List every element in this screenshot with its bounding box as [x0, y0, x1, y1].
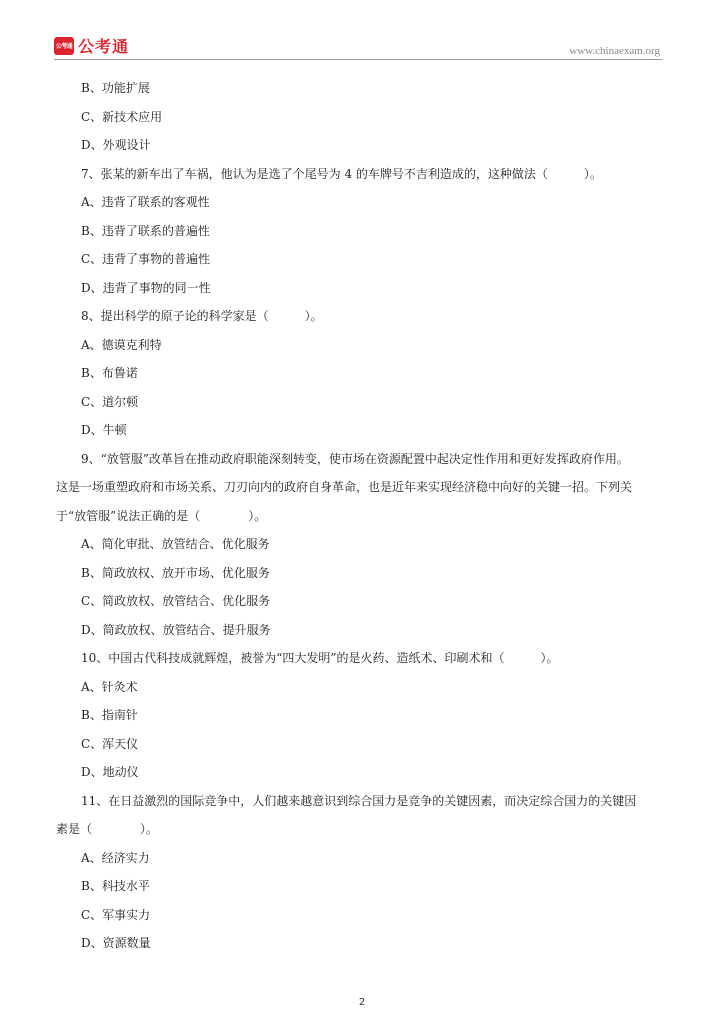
answer-option: D、地动仪	[81, 765, 139, 779]
question-text: 11、在日益激烈的国际竞争中，人们越来越意识到综合国力是竞争的关键因素，而决定综合国力的关键因	[81, 793, 637, 808]
question-text: 10、中国古代科技成就辉煌，被誉为“四大发明”的是火药、造纸术、印刷术和（ ）。	[81, 651, 559, 665]
page-header	[0, 0, 724, 60]
answer-option: C、道尔顿	[81, 394, 139, 409]
answer-option: D、简政放权、放管结合、提升服务	[81, 622, 271, 637]
answer-option: C、军事实力	[81, 907, 151, 922]
answer-option: D、违背了事物的同一性	[81, 280, 211, 295]
answer-option: B、简政放权、放开市场、优化服务	[81, 565, 270, 580]
page-number: 2	[358, 997, 366, 1008]
logo-mark-icon: 公考通	[54, 37, 74, 55]
logo	[54, 34, 129, 57]
answer-option: C、简政放权、放管结合、优化服务	[81, 594, 271, 608]
answer-option: C、新技术应用	[81, 109, 163, 124]
answer-option: A、针灸术	[81, 679, 138, 694]
answer-option: C、违背了事物的普遍性	[81, 252, 211, 266]
answer-option: B、功能扩展	[81, 81, 150, 95]
answer-option: B、指南针	[81, 708, 138, 722]
site-url: www.chinaexam.org	[569, 45, 660, 57]
answer-option: B、布鲁诺	[81, 366, 138, 380]
answer-option: C、浑天仪	[81, 736, 139, 751]
question-text: 8、提出科学的原子论的科学家是（ ）。	[81, 309, 323, 323]
answer-option: B、科技水平	[81, 879, 150, 893]
answer-option: B、违背了联系的普遍性	[81, 223, 210, 238]
logo-text: 公考通	[78, 37, 130, 56]
question-text-continued: 这是一场重塑政府和市场关系、刀刃向内的政府自身革命，也是近年来实现经济稳中向好的关键一招。下列关	[56, 480, 633, 494]
answer-option: A、德谟克利特	[81, 337, 162, 352]
answer-option: A、违背了联系的客观性	[81, 195, 210, 209]
question-text-continued: 素是（ ）。	[56, 822, 159, 836]
answer-option: A、简化审批、放管结合、优化服务	[81, 537, 270, 551]
answer-option: D、资源数量	[81, 936, 151, 950]
question-text-continued: 于“放管服”说法正确的是（ ）。	[56, 508, 267, 523]
answer-option: A、经济实力	[81, 850, 150, 865]
answer-option: D、外观设计	[81, 138, 151, 152]
question-text: 7、张某的新车出了车祸，他认为是选了个尾号为 4 的车牌号不吉利造成的，这种做法（ ）。	[81, 166, 602, 181]
answer-option: D、牛顿	[81, 423, 127, 437]
document-body	[56, 74, 668, 958]
question-text: 9、“放管服”改革旨在推动政府职能深刻转变，使市场在资源配置中起决定性作用和更好发挥政府作用。	[81, 451, 629, 466]
header-divider	[54, 59, 662, 60]
